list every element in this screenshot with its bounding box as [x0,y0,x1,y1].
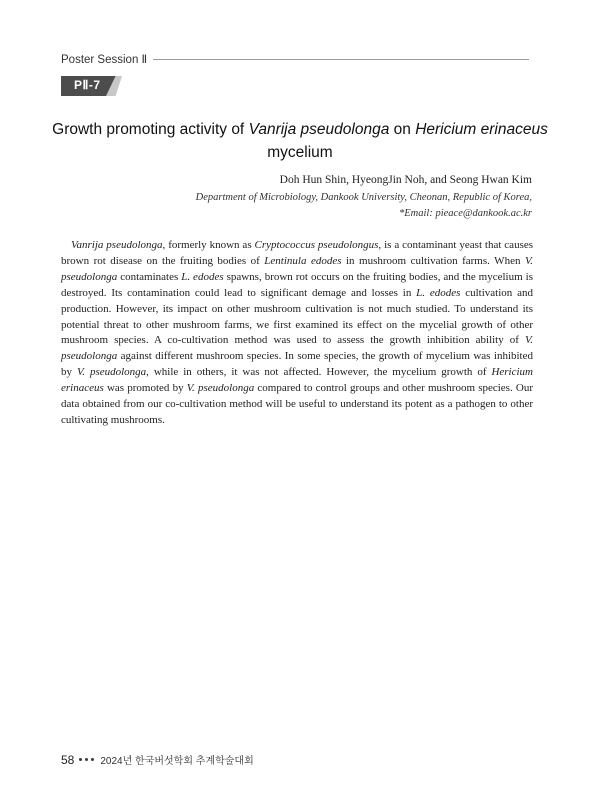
abstract-species-name: L. edodes [416,286,461,299]
abstract-text: contaminates [117,270,182,283]
page-footer [61,752,254,767]
affiliation: Department of Microbiology, Dankook University, Cheonan, Republic of Korea, [195,192,532,203]
abstract-species-name: L. edodes [181,270,224,283]
abstract-text: spawns, brown rot occurs on the fruiting bodies, and the mycelium is destroyed. Its contamination could lead to significant demage and losses in [61,270,533,299]
abstract-species-name: Hericium erinaceus [61,366,533,395]
abstract-text: in mushroom cultivation farms. When [341,254,525,267]
abstract-body [61,238,533,429]
footer-dots [79,758,94,761]
event-name: 2024년 한국버섯학회 추계학술대회 [100,756,254,767]
poster-code: PⅡ-7 [74,78,101,92]
abstract-species-name: V. pseudolonga [76,366,147,379]
page-number: 58 [61,752,75,767]
title-species-2: Hericium erinaceus [415,121,548,138]
abstract-species-name: Cryptococcus pseudolongus [254,239,379,251]
paper-title [40,118,560,164]
abstract-species-name: Lentinula edodes [264,254,342,267]
abstract-text: , formerly known as [162,239,255,251]
section-label: Poster Session Ⅱ [61,54,148,66]
abstract-text: was promoted by [103,382,187,395]
title-text: Growth promoting activity of [52,121,249,138]
authors: Doh Hun Shin, HyeongJin Noh, and Seong Hwan Kim [279,174,532,186]
title-species-1: Vanrija pseudolonga [248,121,390,138]
title-text: on [389,121,416,138]
abstract-species-name: Vanrija pseudolonga [71,239,163,251]
abstract-species-name: V. pseudolonga [61,254,533,283]
header-rule [153,59,529,60]
abstract-text: , is a contaminant yeast that causes brown rot disease on the fruiting bodies of [61,239,534,267]
title-line-2: mycelium [267,144,333,161]
abstract-text: cultivation and production. However, its impact on other mushroom cultivation is not much studied. To understand its potential threat to other mushroom farms, we first examined its effect on the mycelial growth of other mushroom species. A co-cultivation method was used to assess the growth inhibition ability of [61,286,533,347]
email: *Email: pieace@dankook.ac.kr [399,208,532,219]
abstract-species-name: V. pseudolonga [186,382,255,395]
abstract-text: compared to control groups and other mushroom species. Our data obtained from our co-cultivation method will be useful to understand its potent as a pathogen to other cultivating mushrooms. [61,382,533,426]
abstract-text: against different mushroom species. In some species, the growth of mycelium was inhibited by [61,350,533,379]
abstract-text: , while in others, it was not affected. However, the mycelium growth of [146,366,492,379]
abstract-species-name: V. pseudolonga [61,334,533,363]
page-header [61,50,529,68]
